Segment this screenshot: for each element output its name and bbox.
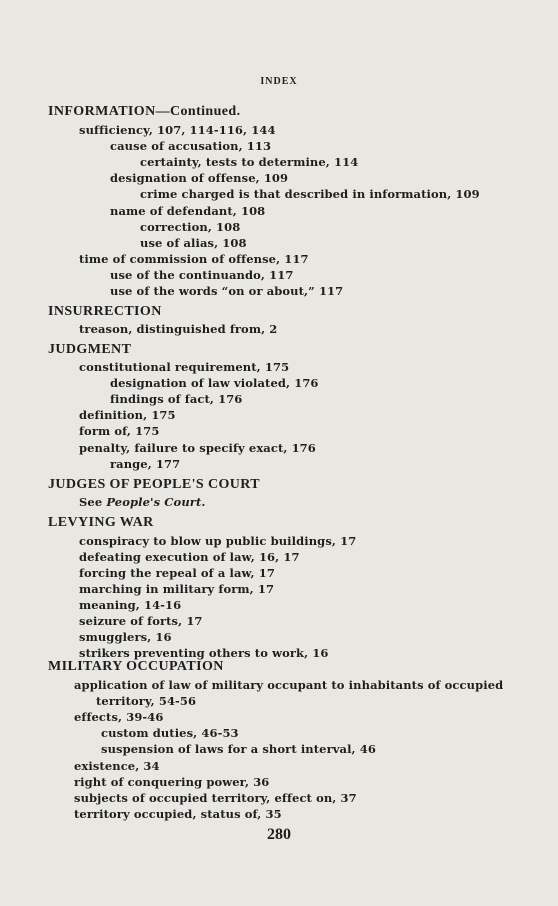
index-entry: forcing the repeal of a law, 17 xyxy=(79,566,275,580)
index-entry: suspension of laws for a short interval, 46 xyxy=(101,742,376,756)
index-entry: territory, 54-56 xyxy=(96,694,197,708)
index-entry: penalty, failure to specify exact, 176 xyxy=(79,441,316,455)
index-entry: designation of offense, 109 xyxy=(110,171,289,185)
index-entry: right of conquering power, 36 xyxy=(74,775,270,789)
index-heading: JUDGES OF PEOPLE'S COURT xyxy=(48,477,261,492)
index-entry: application of law of military occupant to inhabitants of occupied xyxy=(74,678,504,692)
index-heading: INFORMATION—Continued. xyxy=(48,104,241,119)
index-entry: strikers preventing others to work, 16 xyxy=(79,646,329,660)
index-entry: range, 177 xyxy=(110,457,181,471)
page-header: INDEX xyxy=(260,76,298,87)
index-entry: name of defendant, 108 xyxy=(110,204,266,218)
index-entry: form of, 175 xyxy=(79,424,160,438)
index-entry: defeating execution of law, 16, 17 xyxy=(79,550,300,564)
index-entry: findings of fact, 176 xyxy=(110,392,243,406)
index-entry: definition, 175 xyxy=(79,408,176,422)
index-entry: use of alias, 108 xyxy=(140,236,247,250)
index-entry: treason, distinguished from, 2 xyxy=(79,322,278,336)
index-entry: crime charged is that described in information, 109 xyxy=(140,187,480,201)
index-entry: sufficiency, 107, 114-116, 144 xyxy=(79,123,276,137)
index-entry: time of commission of offense, 117 xyxy=(79,252,309,266)
see-prefix: See xyxy=(79,495,107,509)
index-entry: certainty, tests to determine, 114 xyxy=(140,155,359,169)
index-entry: use of the words “on or about,” 117 xyxy=(110,284,344,298)
index-entry: meaning, 14-16 xyxy=(79,598,182,612)
index-entry: effects, 39-46 xyxy=(74,710,164,724)
index-entry: subjects of occupied territory, effect on, 37 xyxy=(74,791,357,805)
index-entry: conspiracy to blow up public buildings, 17 xyxy=(79,534,357,548)
index-entry: smugglers, 16 xyxy=(79,630,172,644)
index-entry: marching in military form, 17 xyxy=(79,582,275,596)
index-entry: correction, 108 xyxy=(140,220,241,234)
page-number: 280 xyxy=(267,826,291,843)
index-heading: INSURRECTION xyxy=(48,304,162,319)
index-entry: custom duties, 46-53 xyxy=(101,726,239,740)
index-entry: seizure of forts, 17 xyxy=(79,614,203,628)
index-entry: territory occupied, status of, 35 xyxy=(74,807,282,821)
index-entry: use of the continuando, 117 xyxy=(110,268,294,282)
index-entry: cause of accusation, 113 xyxy=(110,139,272,153)
index-entry: existence, 34 xyxy=(74,759,160,773)
cross-reference-target: People's Court. xyxy=(106,495,206,509)
index-heading: JUDGMENT xyxy=(48,342,132,357)
index-entry: designation of law violated, 176 xyxy=(110,376,319,390)
index-heading: LEVYING WAR xyxy=(48,515,154,530)
index-cross-reference xyxy=(79,495,205,509)
index-entry: constitutional requirement, 175 xyxy=(79,360,290,374)
index-heading: MILITARY OCCUPATION xyxy=(48,659,224,674)
